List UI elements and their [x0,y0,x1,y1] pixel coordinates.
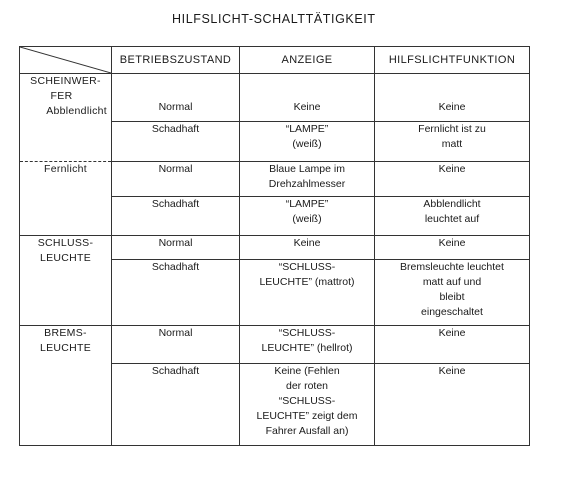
cell-line: Fernlicht ist zu [418,123,486,135]
display-cell [240,236,375,260]
group-label: SCHEINWER- [30,75,101,87]
function-cell [375,162,530,197]
state-cell: Schadhaft [112,364,240,446]
table-row [20,74,530,122]
corner-cell [20,47,112,74]
cell-line: Drehzahlmesser [268,178,346,190]
display-cell [240,122,375,162]
cell-line: (weiß) [292,213,322,225]
function-cell [375,326,530,364]
cell-line: matt [441,138,463,150]
table-row [20,162,530,197]
state-cell: Schadhaft [112,122,240,162]
group-label: LEUCHTE [39,342,92,354]
group-fernlicht [20,162,112,236]
function-cell [375,197,530,236]
table-row [20,236,530,260]
state-cell: Schadhaft [112,260,240,326]
function-cell [375,236,530,260]
cell-line: LEUCHTE” zeigt dem [256,410,358,422]
cell-line: “SCHLUSS- [278,261,336,273]
cell-line: “LAMPE” [285,198,329,210]
function-cell [375,122,530,162]
group-label: FER [50,90,73,102]
table-header-row [20,47,530,74]
cell-line: Keine [438,163,466,175]
group-label: LEUCHTE [39,252,92,264]
cell-line: eingeschaltet [421,306,483,318]
group-label: BREMS- [44,327,87,339]
cell-line: Keine [293,101,321,113]
display-cell [240,260,375,326]
state-cell: Normal [112,236,240,260]
display-cell [240,364,375,446]
cell-line: matt auf und [422,276,482,288]
display-cell [240,197,375,236]
cell-line: “LAMPE” [285,123,329,135]
group-label: Abblendlicht [46,105,107,117]
cell-line: LEUCHTE” (mattrot) [259,276,355,288]
function-cell [375,364,530,446]
function-cell [375,74,530,122]
cell-line: (weiß) [292,138,322,150]
document-title: HILFSLICHT-SCHALTTÄTIGKEIT [172,12,376,26]
display-cell [240,326,375,364]
state-cell: Schadhaft [112,197,240,236]
cell-line: Blaue Lampe im [269,163,345,175]
cell-line: “SCHLUSS- [278,395,336,407]
cell-line: Bremsleuchte leuchtet [400,261,504,273]
cell-line: bleibt [439,291,465,303]
display-cell [240,162,375,197]
cell-line: Keine (Fehlen [274,365,340,377]
group-bremsleuchte [20,326,112,446]
cell-line: “SCHLUSS- [278,327,336,339]
function-cell [375,260,530,326]
cell-line: Keine [293,237,321,249]
state-cell: Normal [112,74,240,122]
cell-line: Keine [438,237,466,249]
cell-line: Keine [438,101,466,113]
cell-line: leuchtet auf [424,213,480,225]
group-label: SCHLUSS- [37,237,94,249]
table-row [20,326,530,364]
cell-line: Abblendlicht [423,198,481,210]
cell-line: Keine [438,365,466,377]
header-function: HILFSLICHTFUNKTION [375,47,530,74]
group-label: Fernlicht [44,163,87,175]
state-cell: Normal [112,326,240,364]
cell-line: der roten [285,380,329,392]
corner-diagonal [20,47,111,73]
status-table [19,46,530,446]
cell-line: Keine [438,327,466,339]
header-state: BETRIEBSZUSTAND [112,47,240,74]
header-display: ANZEIGE [240,47,375,74]
group-schlussleuchte [20,236,112,326]
cell-line: LEUCHTE” (hellrot) [261,342,353,354]
state-cell: Normal [112,162,240,197]
group-scheinwerfer [20,74,112,162]
cell-line: Fahrer Ausfall an) [265,425,349,437]
display-cell [240,74,375,122]
